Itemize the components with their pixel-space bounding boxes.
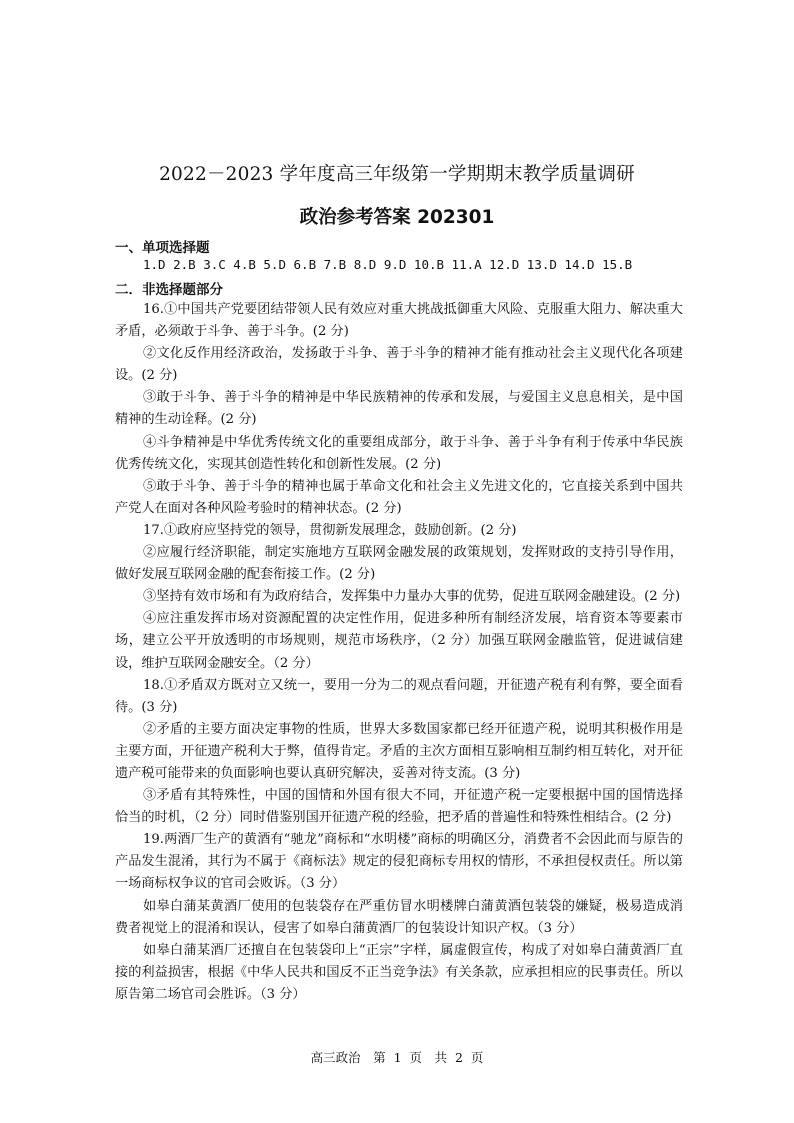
document-subtitle: 政治参考答案 202301: [299, 207, 495, 228]
section-heading-non-choice: 二．非选择题部分: [115, 282, 223, 298]
answer-body: [115, 299, 683, 1006]
answer-paragraph: 如皋白蒲某酒厂还擅自在包装袋印上“正宗”字样，属虚假宣传，构成了对如皋白蒲黄酒厂直接的利益损害，根据《中华人民共和国反不正当竞争法》有关条款，应承担相应的民事责任。所以原告第二场官司会胜诉。（3 分）: [115, 942, 683, 1002]
answer-paragraph: 16.①中国共产党要团结带领人民有效应对重大挑战抵御重大风险、克服重大阻力、解决重大矛盾，必须敢于斗争、善于斗争。(2 分): [115, 302, 683, 340]
answer-paragraph: ②矛盾的主要方面决定事物的性质，世界大多数国家都已经开征遗产税，说明其积极作用是主要方面，开征遗产税利大于弊，值得肯定。矛盾的主次方面相互影响相互制约相互转化，对开征遗产税可能带来的负面影响也要认真研究解决，妥善对待支流。(3 分): [115, 721, 683, 781]
answer-paragraph: ④应注重发挥市场对资源配置的决定性作用，促进多种所有制经济发展，培育资本等要素市场，建立公平开放透明的市场规则，规范市场秩序，（2 分）加强互联网金融监管，促进诚信建设，维护互联网金融安全。（2 分）: [115, 611, 683, 671]
answer-paragraph: ④斗争精神是中华优秀传统文化的重要组成部分，敢于斗争、善于斗争有利于传承中华民族优秀传统文化，实现其创造性转化和创新性发展。(2 分): [115, 434, 683, 472]
answer-paragraph: ②文化反作用经济政治，发扬敢于斗争、善于斗争的精神才能有推动社会主义现代化各项建设。(2 分): [115, 346, 683, 384]
answer-paragraph: ③敢于斗争、善于斗争的精神是中华民族精神的传承和发展，与爱国主义息息相关，是中国精神的生动诠释。(2 分): [115, 390, 683, 428]
answer-paragraph: ③坚持有效市场和有为政府结合，发挥集中力量办大事的优势，促进互联网金融建设。(2 分): [143, 589, 681, 605]
section-heading-multiple-choice: 一、单项选择题: [115, 240, 210, 256]
answer-paragraph: 如皋白蒲某黄酒厂使用的包装袋存在严重仿冒水明楼牌白蒲黄酒包装袋的嫌疑，极易造成消费者视觉上的混淆和误认，侵害了如皋白蒲黄酒厂的包装设计知识产权。（3 分）: [115, 898, 683, 936]
answer-paragraph: 18.①矛盾双方既对立又统一，要用一分为二的观点看问题，开征遗产税有利有弊，要全面看待。(3 分): [115, 677, 683, 715]
page-footer: 高三政治 第 1 页 共 2 页: [310, 1050, 484, 1065]
answer-paragraph: ③矛盾有其特殊性，中国的国情和外国有很大不同，开征遗产税一定要根据中国的国情选择恰当的时机，（2 分）同时借鉴别国开征遗产税的经验，把矛盾的普遍性和特殊性相结合。(2 分): [115, 788, 683, 826]
multiple-choice-answers: 1.D 2.B 3.C 4.B 5.D 6.B 7.B 8.D 9.D 10.B 11.A 12.D 13.D 14.D 15.B: [143, 257, 633, 272]
answer-paragraph: ⑤敢于斗争、善于斗争的精神也属于革命文化和社会主义先进文化的，它直接关系到中国共产党人在面对各种风险考验时的精神状态。(2 分): [115, 478, 683, 516]
answer-paragraph: 19.两酒厂生产的黄酒有“驰龙”商标和“水明楼”商标的明确区分，消费者不会因此而与原告的产品发生混淆，其行为不属于《商标法》规定的侵犯商标专用权的情形，不承担侵权责任。所以第一场商标权争议的官司会败诉。（3 分）: [115, 832, 683, 892]
document-title: 2022－2023 学年度高三年级第一学期期末教学质量调研: [159, 164, 635, 185]
answer-paragraph: 17.①政府应坚持党的领导，贯彻新发展理念，鼓励创新。(2 分): [143, 522, 517, 538]
answer-paragraph: ②应履行经济职能，制定实施地方互联网金融发展的政策规划，发挥财政的支持引导作用，做好发展互联网金融的配套衔接工作。(2 分): [115, 545, 683, 583]
